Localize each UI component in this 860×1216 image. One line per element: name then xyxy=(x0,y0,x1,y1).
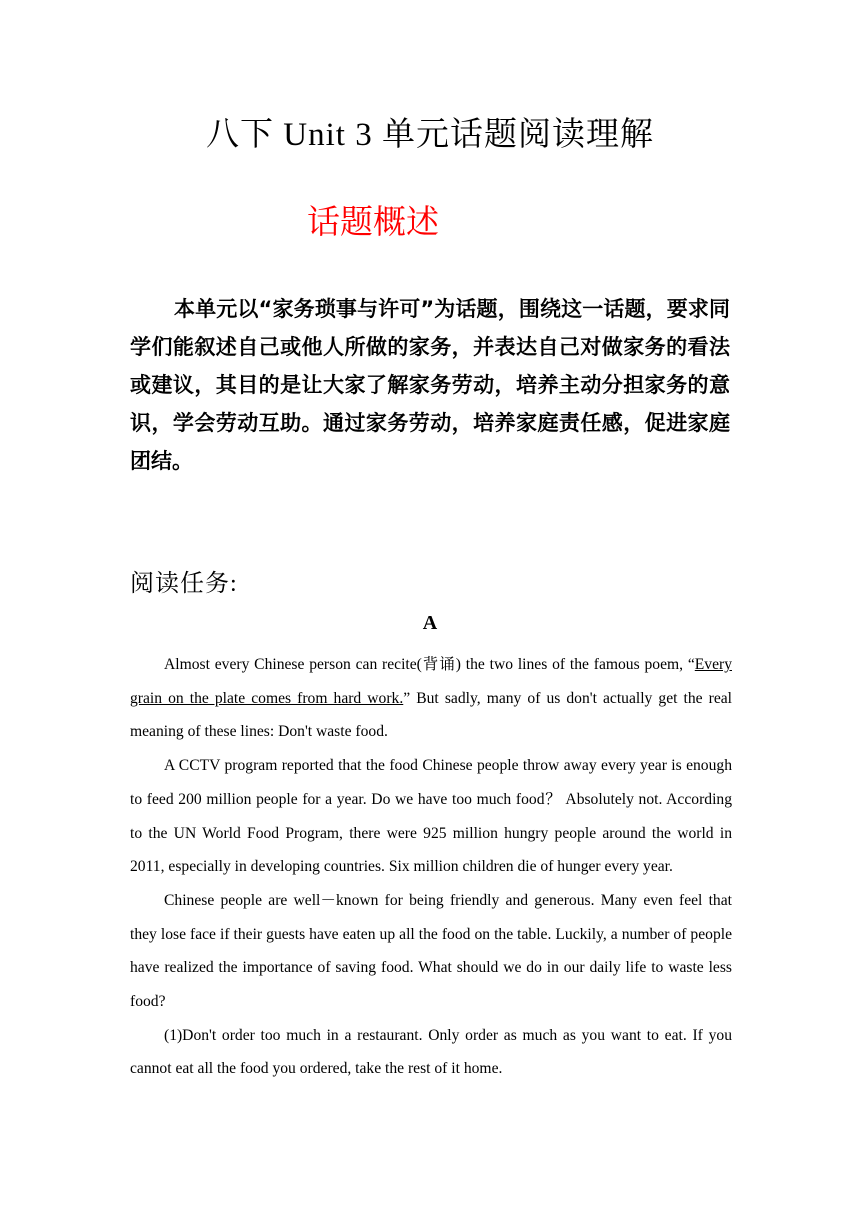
topic-overview: 本单元以“家务琐事与许可”为话题，围绕这一话题，要求同学们能叙述自己或他人所做的家务，并表达自己对做家务的看法或建议，其目的是让大家了解家务劳动，培养主动分担家务的意识，学会劳动互助。通过家务劳动，培养家庭责任感，促进家庭团结。 xyxy=(130,297,730,473)
passage-letter: A xyxy=(422,612,438,634)
paragraph-4: (1)Don't order too much in a restaurant. Only order as much as you want to eat. If you cannot eat all the food you ordered, take the rest of it home. xyxy=(130,1026,732,1078)
poem-quote: Every grain on the plate comes from hard work. xyxy=(130,656,732,707)
paragraph-3: Chinese people are well－known for being friendly and generous. Many even feel that they lose face if their guests have eaten up all the food on the table. Luckily, a number of people have realized the importance of saving food. What should we do in our daily life to waste less food? xyxy=(130,891,732,1011)
paragraph-1 xyxy=(130,648,732,749)
section-heading: 话题概述 xyxy=(307,202,439,241)
paragraph-1-end: ” But sadly, many of us don't actually get the real meaning of these lines: Don't waste food. xyxy=(130,689,732,741)
paragraph-2: A CCTV program reported that the food Chinese people throw away every year is enough to feed 200 million people for a year. Do we have too much food？ Absolutely not. According to the UN World Food Program, there were 925 million hungry people around the world in 2011, especially in developing countries. Six million children die of hunger every year. xyxy=(130,757,732,876)
page-title: 八下 Unit 3 单元话题阅读理解 xyxy=(206,117,654,153)
paragraph-1-start: Almost every Chinese person can recite(背诵) the two lines of the famous poem, “ xyxy=(164,656,695,673)
reading-passage xyxy=(130,648,732,1086)
reading-task-label: 阅读任务: xyxy=(130,571,238,597)
